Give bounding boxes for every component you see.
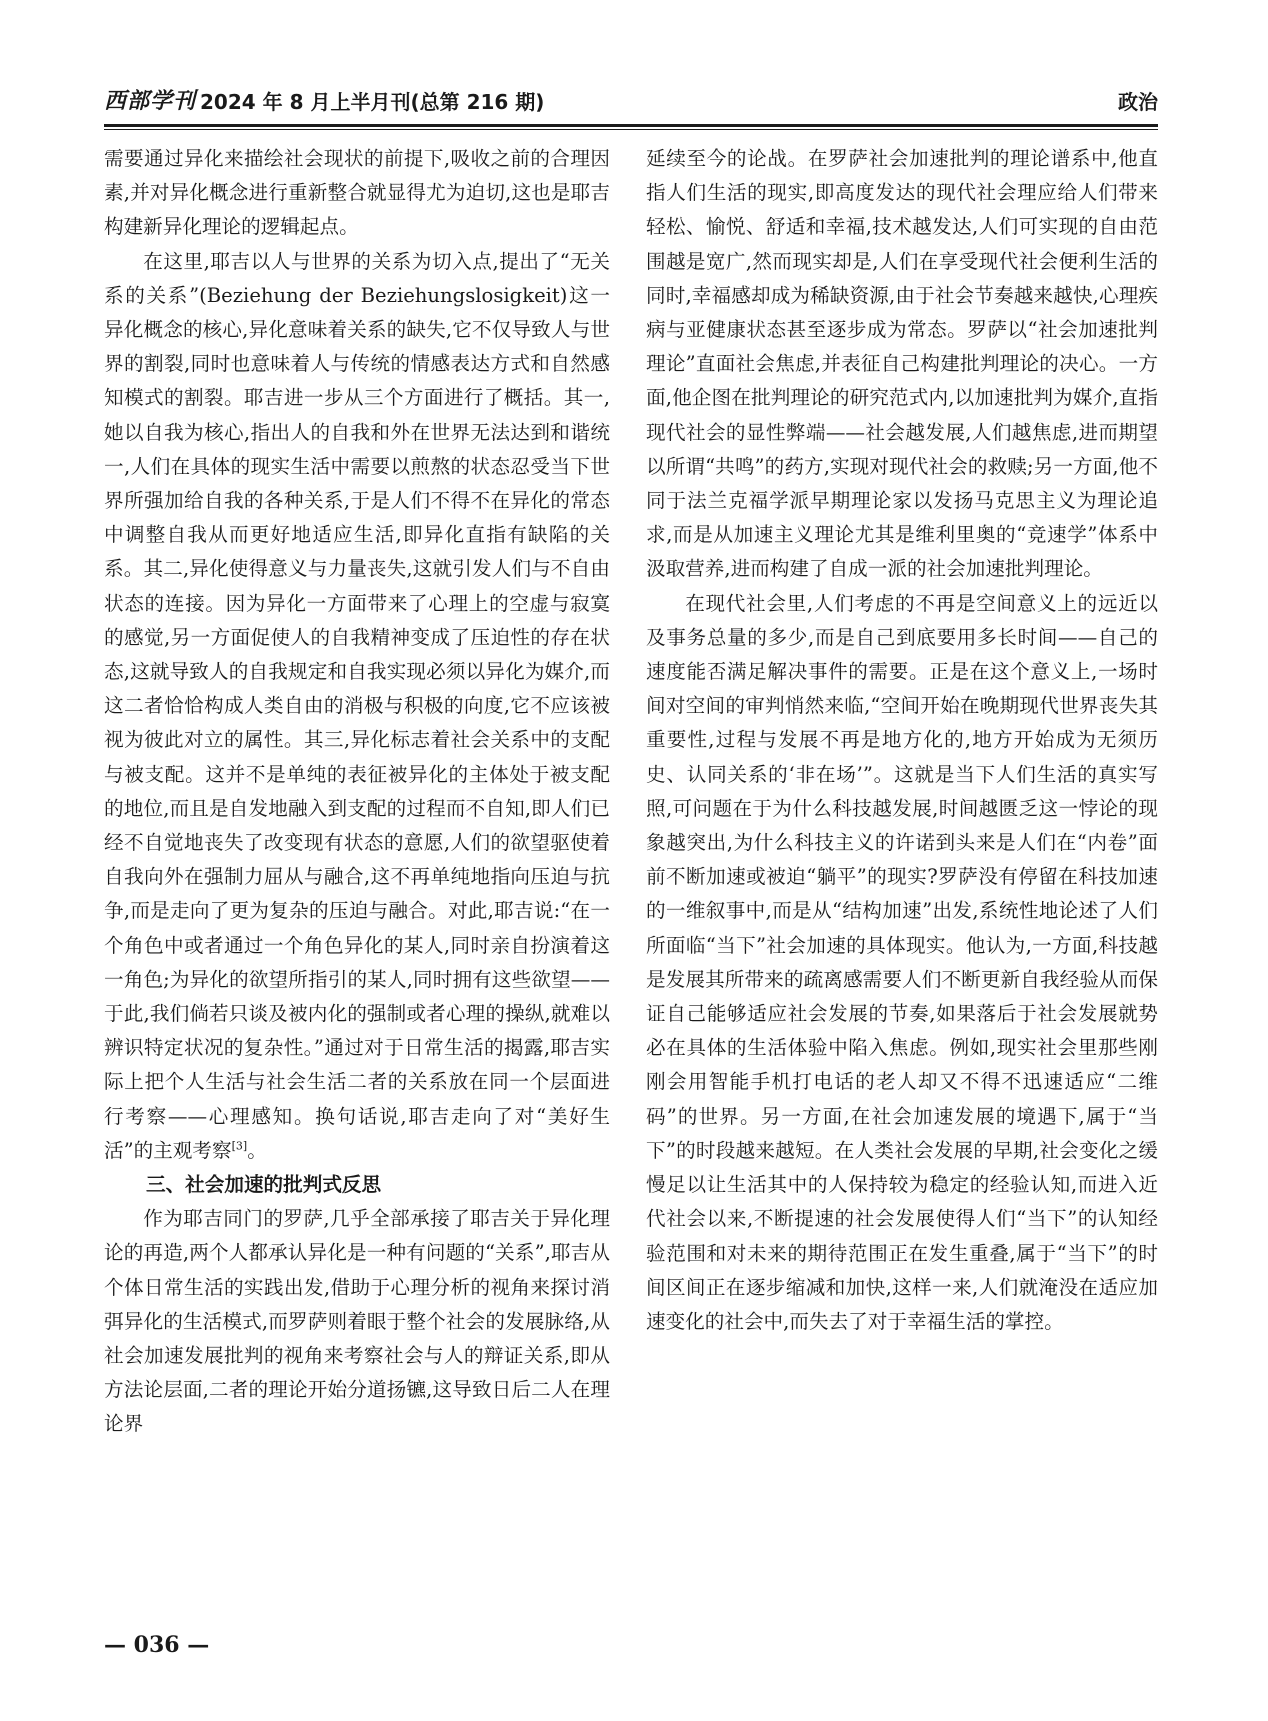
paragraph: 在现代社会里,人们考虑的不再是空间意义上的远近以及事务总量的多少,而是自己到底要用多长时间——自己的速度能否满足解决事件的需要。正是在这个意义上,一场时间对空间的审判悄然来临,“空间开始在晚期现代世界丧失其重要性,过程与发展不再是地方化的,地方开始成为无须历史、认同关系的‘非在场’”。这就是当下人们生活的真实写照,可问题在于为什么科技越发展,时间越匮乏这一悖论的现象越突出,为什么科技主义的许诺到头来是人们在“内卷”面前不断加速或被迫“躺平”的现实?罗萨没有停留在科技加速的一维叙事中,而是从“结构加速”出发,系统性地论述了人们所面临“当下”社会加速的具体现实。他认为,一方面,科技越是发展其所带来的疏离感需要人们不断更新自我经验从而保证自己能够适应社会发展的节奏,如果落后于社会发展就势必在具体的生活体验中陷入焦虑。例如,现实社会里那些刚刚会用智能手机打电话的老人却又不得不迅速适应“二维码”的世界。另一方面,在社会加速发展的境遇下,属于“当下”的时段越来越短。在人类社会发展的早期,社会变化之缓慢足以让生活其中的人保持较为稳定的经验认知,而进入近代社会以来,不断提速的社会发展使得人们“当下”的认知经验范围和对未来的期待范围正在发生重叠,属于“当下”的时间区间正在逐步缩减和加快,这样一来,人们就淹没在适应加速变化的社会中,而失去了对于幸福生活的掌控。 xyxy=(646,591,1158,1333)
journal-name: 西部学刊 xyxy=(104,88,197,114)
paragraph xyxy=(104,245,610,1168)
paragraph-text: 在这里,耶吉以人与世界的关系为切入点,提出了“无关系的关系”(Beziehung der Beziehungslosigkeit)这一异化概念的核心,异化意味着关系的缺失,它不仅导致人与世界的割裂,同时也意味着人与传统的情感表达方式和自然感知模式的割裂。耶吉进一步从三个方面进行了概括。其一,她以自我为核心,指出人的自我和外在世界无法达到和谐统一,人们在具体的现实生活中需要以煎熬的状态忍受当下世界所强加给自我的各种关系,于是人们不得不在异化的常态中调整自我从而更好地适应生活,即异化直指有缺陷的关系。其二,异化使得意义与力量丧失,这就引发人们与不自由状态的连接。因为异化一方面带来了心理上的空虚与寂寞的感觉,另一方面促使人的自我精神变成了压迫性的存在状态,这就导致人的自我规定和自我实现必须以异化为媒介,而这二者恰恰构成人类自由的消极与积极的向度,它不应该被视为彼此对立的属性。其三,异化标志着社会关系中的支配与被支配。这并不是单纯的表征被异化的主体处于被支配的地位,而且是自发地融入到支配的过程而不自知,即人们已经不自觉地丧失了改变现有状态的意愿,人们的欲望驱使着自我向外在强制力屈从与融合,这不再单纯地指向压迫与抗争,而是走向了更为复杂的压迫与融合。对此,耶吉说:“在一个角色中或者通过一个角色异化的某人,同时亲自扮演着这一角色;为异化的欲望所指引的某人,同时拥有这些欲望——于此,我们倘若只谈及被内化的强制或者心理的操纵,就难以辨识特定状况的复杂性。”通过对于日常生活的揭露,耶吉实际上把个人生活与社会生活二者的关系放在同一个层面进行考察——心理感知。换句话说,耶吉走向了对“美好生活”的主观考察 xyxy=(104,249,610,1162)
header-rule-thick xyxy=(104,124,1158,127)
page-number: — 036 — xyxy=(104,1632,210,1658)
paragraph: 延续至今的论战。在罗萨社会加速批判的理论谱系中,他直指人们生活的现实,即高度发达的现代社会理应给人们带来轻松、愉悦、舒适和幸福,技术越发达,人们可实现的自由范围越是宽广,然而现实却是,人们在享受现代社会便利生活的同时,幸福感却成为稀缺资源,由于社会节奏越来越快,心理疾病与亚健康状态甚至逐步成为常态。罗萨以“社会加速批判理论”直面社会焦虑,并表征自己构建批判理论的决心。一方面,他企图在批判理论的研究范式内,以加速批判为媒介,直指现代社会的显性弊端——社会越发展,人们越焦虑,进而期望以所谓“共鸣”的药方,实现对现代社会的救赎;另一方面,他不同于法兰克福学派早期理论家以发扬马克思主义为理论追求,而是从加速主义理论尤其是维利里奥的“竞速学”体系中汲取营养,进而构建了自成一派的社会加速批判理论。 xyxy=(646,147,1158,581)
paragraph: 需要通过异化来描绘社会现状的前提下,吸收之前的合理因素,并对异化概念进行重新整合就显得尤为迫切,这也是耶吉构建新异化理论的逻辑起点。 xyxy=(104,147,610,239)
page-header xyxy=(104,84,1158,118)
section-heading: 三、社会加速的批判式反思 xyxy=(146,1173,382,1197)
paragraph: 作为耶吉同门的罗萨,几乎全部承接了耶吉关于异化理论的再造,两个人都承认异化是一种有问题的“关系”,耶吉从个体日常生活的实践出发,借助于心理分析的视角来探讨消弭异化的生活模式,而罗萨则着眼于整个社会的发展脉络,从社会加速发展批判的视角来考察社会与人的辩证关系,即从方法论层面,二者的理论开始分道扬镳,这导致日后二人在理论界 xyxy=(104,1207,610,1436)
paragraph-end: 。 xyxy=(247,1138,267,1162)
issue-info: 2024 年 8 月上半月刊(总第 216 期) xyxy=(200,90,545,114)
left-column xyxy=(104,142,610,1442)
section-label: 政治 xyxy=(1118,90,1158,114)
right-column xyxy=(646,142,1158,1339)
header-rule-thin xyxy=(104,129,1158,130)
reference-marker: [3] xyxy=(231,1139,248,1153)
